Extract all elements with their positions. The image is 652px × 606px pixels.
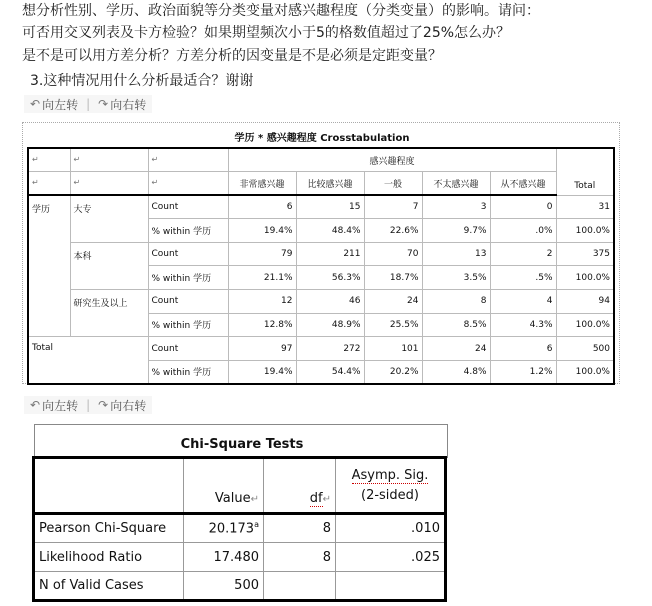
count-cell: 3	[422, 195, 490, 219]
rotate-right-label: 向右转	[110, 97, 147, 112]
pct-label: % within 学历	[148, 313, 228, 337]
value-cell: 20.173$^a$	[184, 514, 264, 543]
count-cell: 7	[364, 195, 422, 219]
col-header-total: Total	[556, 148, 614, 195]
pct-cell: 12.8%	[228, 313, 296, 337]
count-cell: 15	[296, 195, 364, 219]
corner-cell	[34, 458, 184, 514]
count-cell: 101	[364, 337, 422, 361]
table-row	[28, 290, 614, 314]
col-header: 不太感兴趣	[422, 172, 490, 196]
corner-cell: ↵	[28, 148, 70, 172]
question-line-2: 可否用交叉列表及卡方检验？如果期望频次小于5的格数值超过了25%怎么办？	[22, 25, 511, 41]
count-cell: 31	[556, 195, 614, 219]
sig-cell: .025	[336, 543, 446, 572]
pct-cell: .0%	[490, 219, 556, 243]
pct-cell: 21.1%	[228, 266, 296, 290]
pct-cell: 56.3%	[296, 266, 364, 290]
pct-cell: 1.2%	[490, 360, 556, 384]
chi-title-box	[34, 424, 448, 458]
test-label: Pearson Chi-Square	[34, 514, 184, 543]
count-cell: 0	[490, 195, 556, 219]
col-header: 非常感兴趣	[228, 172, 296, 196]
row-group-label: 本科	[70, 242, 148, 289]
count-cell: 272	[296, 337, 364, 361]
count-cell: 2	[490, 242, 556, 266]
rotate-right-label: 向右转	[110, 398, 147, 413]
footnote-marker: a	[254, 520, 259, 530]
sig-cell	[336, 572, 446, 601]
chi-square-image[interactable]	[30, 424, 450, 606]
pct-cell: 100.0%	[556, 266, 614, 290]
rotate-right-button[interactable]	[98, 96, 146, 113]
pct-cell: 48.4%	[296, 219, 364, 243]
table-row	[34, 572, 446, 601]
rotate-left-label: 向左转	[42, 97, 79, 112]
row-group-label: 研究生及以上	[70, 290, 148, 337]
table-row	[34, 514, 446, 543]
chi-square-table	[32, 456, 447, 602]
pct-cell: .5%	[490, 266, 556, 290]
count-cell: 24	[364, 290, 422, 314]
pct-cell: 4.3%	[490, 313, 556, 337]
corner-cell: ↵	[70, 172, 148, 196]
count-cell: 8	[422, 290, 490, 314]
crosstab-body	[28, 195, 614, 384]
table-row	[28, 337, 614, 361]
corner-cell: ↵	[148, 148, 228, 172]
count-cell: 24	[422, 337, 490, 361]
df-cell	[264, 572, 336, 601]
rotate-right-button[interactable]	[98, 397, 146, 414]
rotate-left-icon: ↶	[30, 398, 41, 412]
crosstab-title: 学历 * 感兴趣程度 Crosstabulation	[234, 133, 410, 144]
pct-label: % within 学历	[148, 219, 228, 243]
pct-cell: 22.6%	[364, 219, 422, 243]
pct-cell: 3.5%	[422, 266, 490, 290]
count-label: Count	[148, 242, 228, 266]
sig-cell: .010	[336, 514, 446, 543]
count-cell: 97	[228, 337, 296, 361]
pct-label: % within 学历	[148, 266, 228, 290]
pct-cell: 48.9%	[296, 313, 364, 337]
count-label: Count	[148, 337, 228, 361]
pct-cell: 100.0%	[556, 313, 614, 337]
pct-cell: 19.4%	[228, 360, 296, 384]
count-cell: 94	[556, 290, 614, 314]
pct-cell: 20.2%	[364, 360, 422, 384]
pct-cell: 4.8%	[422, 360, 490, 384]
test-label: N of Valid Cases	[34, 572, 184, 601]
value-cell: 500	[184, 572, 264, 601]
rotate-left-button[interactable]	[30, 96, 78, 113]
test-label: Likelihood Ratio	[34, 543, 184, 572]
rotate-left-label: 向左转	[42, 398, 79, 413]
count-cell: 4	[490, 290, 556, 314]
question-line-4: 3.这种情况用什么分析最适合？谢谢	[30, 73, 254, 89]
count-cell: 46	[296, 290, 364, 314]
rotate-right-icon: ↷	[98, 398, 109, 412]
header-value: Value↵	[184, 458, 264, 514]
pct-cell: 25.5%	[364, 313, 422, 337]
rotate-left-icon: ↶	[30, 97, 41, 111]
rotate-left-button[interactable]	[30, 397, 78, 414]
corner-cell: ↵	[28, 172, 70, 196]
table-row	[28, 195, 614, 219]
count-cell: 375	[556, 242, 614, 266]
col-header: 一般	[364, 172, 422, 196]
count-label: Count	[148, 290, 228, 314]
count-cell: 70	[364, 242, 422, 266]
row-group-label: 大专	[70, 195, 148, 242]
count-label: Count	[148, 195, 228, 219]
pct-cell: 18.7%	[364, 266, 422, 290]
count-cell: 6	[490, 337, 556, 361]
col-header: 从不感兴趣	[490, 172, 556, 196]
count-cell: 13	[422, 242, 490, 266]
corner-cell: ↵	[148, 172, 228, 196]
crosstab-image[interactable]	[22, 122, 620, 384]
count-cell: 500	[556, 337, 614, 361]
total-label: Total	[28, 337, 148, 384]
crosstab-table	[27, 147, 615, 385]
image-rotate-bar	[24, 95, 152, 113]
pct-cell: 54.4%	[296, 360, 364, 384]
value-cell: 17.480	[184, 543, 264, 572]
pct-label: % within 学历	[148, 360, 228, 384]
count-cell: 12	[228, 290, 296, 314]
row-var-label: 学历	[28, 195, 70, 337]
df-cell: 8	[264, 543, 336, 572]
header-sig: Asymp. Sig. (2-sided)	[336, 458, 446, 514]
divider: |	[86, 97, 91, 111]
df-cell: 8	[264, 514, 336, 543]
pct-cell: 9.7%	[422, 219, 490, 243]
group-header: 感兴趣程度	[228, 148, 556, 172]
count-cell: 211	[296, 242, 364, 266]
image-rotate-bar	[24, 396, 152, 414]
header-df: df↵	[264, 458, 336, 514]
count-cell: 6	[228, 195, 296, 219]
rotate-right-icon: ↷	[98, 97, 109, 111]
chi-square-title: Chi-Square Tests	[180, 437, 304, 452]
question-line-3: 是不是可以用方差分析？方差分析的因变量是不是必须是定距变量？	[22, 48, 442, 64]
table-row	[28, 242, 614, 266]
divider: |	[86, 398, 91, 412]
table-row	[34, 543, 446, 572]
pct-cell: 19.4%	[228, 219, 296, 243]
pct-cell: 8.5%	[422, 313, 490, 337]
count-cell: 79	[228, 242, 296, 266]
corner-cell: ↵	[70, 148, 148, 172]
question-line-1: 想分析性别、学历、政治面貌等分类变量对感兴趣程度（分类变量）的影响。请问：	[22, 3, 540, 19]
pct-cell: 100.0%	[556, 219, 614, 243]
pct-cell: 100.0%	[556, 360, 614, 384]
col-header: 比较感兴趣	[296, 172, 364, 196]
chi-square-body	[34, 514, 446, 601]
